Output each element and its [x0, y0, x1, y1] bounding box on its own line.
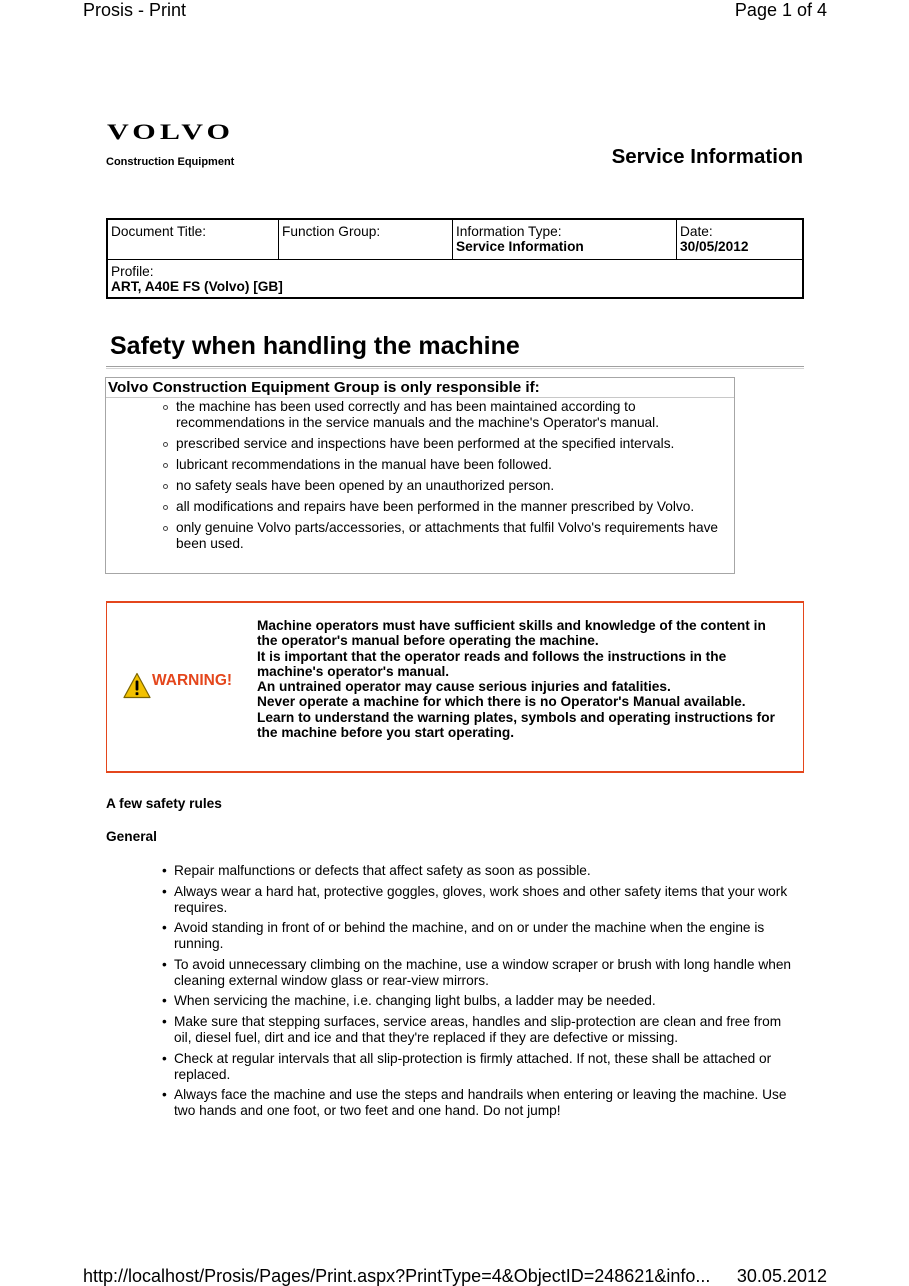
logo-subtitle: Construction Equipment — [106, 156, 235, 168]
list-item: • Avoid standing in front of or behind the machine, and on or under the machine when the engine is running. — [174, 920, 800, 952]
list-item: • Repair malfunctions or defects that affect safety as soon as possible. — [174, 863, 800, 879]
warning-box — [106, 601, 804, 773]
function-group-cell — [279, 220, 453, 259]
information-type-label: Information Type: — [456, 224, 562, 239]
responsibility-box — [105, 377, 735, 574]
list-item: only genuine Volvo parts/accessories, or attachments that fulfil Volvo's requirements have been used. — [176, 520, 733, 552]
list-item: all modifications and repairs have been performed in the manner prescribed by Volvo. — [176, 499, 733, 515]
list-item: • Check at regular intervals that all slip-protection is firmly attached. If not, these shall be attached or replaced. — [174, 1051, 800, 1083]
title-divider — [106, 366, 804, 369]
profile-cell — [108, 260, 802, 294]
document-type-heading: Service Information — [611, 145, 803, 168]
volvo-logo: VOLVO — [107, 119, 235, 144]
list-item: • Always face the machine and use the steps and handrails when entering or leaving the machine. Use two hands and one foot, or two feet and one hand. Do not jump! — [174, 1087, 800, 1119]
warning-line: Learn to understand the warning plates, symbols and operating instructions for the machine before you start operating. — [257, 709, 775, 741]
list-item: • To avoid unnecessary climbing on the machine, use a window scraper or brush with long handle when cleaning external window glass or rear-view mirrors. — [174, 957, 800, 989]
list-item: • Always wear a hard hat, protective goggles, gloves, work shoes and other safety items that your work requires. — [174, 884, 800, 916]
list-item: the machine has been used correctly and has been maintained according to recommendations in the service manuals and the machine's Operator's manual. — [176, 399, 733, 431]
warning-line: An untrained operator may cause serious injuries and fatalities. — [257, 679, 671, 695]
document-info-table — [106, 218, 804, 299]
print-header-title: Prosis - Print — [83, 0, 187, 20]
list-item: • Make sure that stepping surfaces, service areas, handles and slip-protection are clean and free from oil, diesel fuel, dirt and ice and that they're replaced if they are defective or missing. — [174, 1014, 800, 1046]
list-item: no safety seals have been opened by an unauthorized person. — [176, 478, 733, 494]
safety-rules-list — [174, 863, 800, 1124]
warning-line: Machine operators must have sufficient skills and knowledge of the content in the operator's manual before operating the machine. — [257, 618, 766, 649]
document-title-cell — [108, 220, 279, 259]
print-header-page-number: Page 1 of 4 — [734, 0, 827, 20]
list-item: • When servicing the machine, i.e. changing light bulbs, a ladder may be needed. — [174, 993, 800, 1009]
responsibility-heading: Volvo Construction Equipment Group is only responsible if: — [106, 378, 734, 398]
date-value: 30/05/2012 — [680, 239, 749, 254]
subsection-heading: General — [106, 829, 157, 844]
date-label: Date: — [680, 224, 713, 239]
info-table-row — [108, 220, 802, 260]
information-type-value: Service Information — [456, 239, 584, 254]
function-group-label: Function Group: — [282, 224, 381, 239]
responsibility-list — [106, 398, 734, 552]
profile-value: ART, A40E FS (Volvo) [GB] — [111, 279, 283, 294]
warning-triangle-icon — [123, 672, 151, 699]
profile-label: Profile: — [111, 264, 154, 279]
list-item: prescribed service and inspections have been performed at the specified intervals. — [176, 436, 733, 452]
warning-text — [257, 618, 787, 740]
warning-label: WARNING! — [152, 672, 233, 689]
date-cell — [677, 220, 802, 259]
print-footer-url: http://localhost/Prosis/Pages/Print.aspx?PrintType=4&ObjectID=248621&info... — [83, 1266, 711, 1286]
page-title: Safety when handling the machine — [110, 332, 520, 360]
document-title-label: Document Title: — [111, 224, 207, 239]
warning-line: Never operate a machine for which there is no Operator's Manual available. — [257, 694, 746, 710]
list-item: lubricant recommendations in the manual have been followed. — [176, 457, 733, 473]
warning-line: It is important that the operator reads and follows the instructions in the machine's operator's manual. — [257, 648, 727, 679]
section-heading: A few safety rules — [106, 796, 222, 811]
information-type-cell — [453, 220, 677, 259]
print-footer-date: 30.05.2012 — [736, 1266, 827, 1286]
